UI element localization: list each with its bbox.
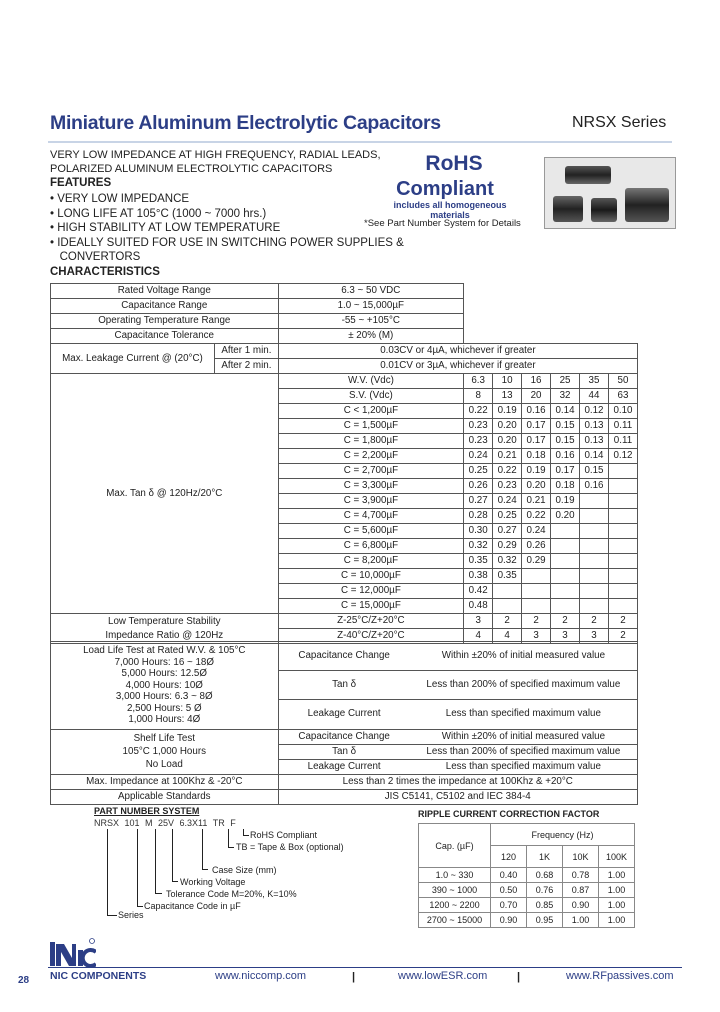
shelf-life-line: No Load <box>145 759 183 770</box>
tan-value: 0.21 <box>493 449 522 464</box>
wv-value: 16 <box>522 374 551 389</box>
tan-value <box>551 569 580 584</box>
tolerance-value: ± 20% (M) <box>278 329 463 344</box>
pn-label-cap-code: Capacitance Code in µF <box>144 901 241 911</box>
load-life-table <box>50 641 638 805</box>
ripple-freq: 1K <box>527 846 563 868</box>
ripple-factor: 0.76 <box>527 883 563 898</box>
shelf-life-item-label: Leakage Current <box>278 759 410 774</box>
pn-label-tolerance: Tolerance Code M=20%, K=10% <box>166 889 297 899</box>
tan-value: 0.17 <box>522 434 551 449</box>
tan-value: 0.15 <box>551 419 580 434</box>
tan-value: 0.27 <box>493 524 522 539</box>
leak-after-1-value: 0.03CV or 4µA, whichever if greater <box>278 344 637 359</box>
tan-value <box>608 584 637 599</box>
ripple-factor: 0.95 <box>527 913 563 928</box>
ripple-cap-range: 2700 ~ 15000 <box>419 913 491 928</box>
pn-label-voltage: Working Voltage <box>180 877 246 887</box>
separator: | <box>517 971 521 983</box>
tan-value: 0.20 <box>551 509 580 524</box>
tan-value <box>522 584 551 599</box>
ripple-factor: 0.78 <box>563 868 599 883</box>
footer-rule <box>48 967 682 968</box>
load-life-line: 5,000 Hours: 12.5Ø <box>121 668 208 679</box>
tan-cap-label: C = 3,900µF <box>278 494 464 509</box>
tan-value: 0.25 <box>464 464 493 479</box>
rated-voltage-label: Rated Voltage Range <box>51 284 279 299</box>
tan-value: 0.16 <box>580 479 609 494</box>
tan-value <box>580 494 609 509</box>
tan-value <box>608 479 637 494</box>
ripple-cap-range: 390 ~ 1000 <box>419 883 491 898</box>
impedance-ratio-value: 2 <box>608 629 637 644</box>
ripple-cap-range: 1200 ~ 2200 <box>419 898 491 913</box>
shelf-life-item-value: Less than 200% of specified maximum value <box>410 744 638 759</box>
tan-value <box>580 509 609 524</box>
tan-value: 0.22 <box>522 509 551 524</box>
tan-value: 0.13 <box>580 419 609 434</box>
shelf-life-line: Shelf Life Test <box>133 733 195 744</box>
load-life-line: 3,000 Hours: 6.3 ~ 8Ø <box>115 691 213 702</box>
load-life-line: 2,500 Hours: 5 Ø <box>126 702 202 714</box>
sv-value: 13 <box>493 389 522 404</box>
ripple-factor: 0.68 <box>527 868 563 883</box>
feature-item: • LONG LIFE AT 105°C (1000 ~ 7000 hrs.) <box>50 208 267 220</box>
impedance-label: Max. Impedance at 100Khz & -20°C <box>51 774 279 789</box>
load-life-line: 4,000 Hours: 10Ø <box>125 679 203 691</box>
intro-line-1: VERY LOW IMPEDANCE AT HIGH FREQUENCY, RADIAL LEADS, <box>50 149 381 161</box>
tan-value <box>551 599 580 614</box>
rohs-compliant: Compliant <box>396 178 494 200</box>
low-temp-label-line: Low Temperature Stability <box>108 615 221 627</box>
tan-value: 0.12 <box>580 404 609 419</box>
impedance-ratio-value: 3 <box>580 629 609 644</box>
tan-value <box>551 554 580 569</box>
rohs-title: RoHS <box>425 152 483 175</box>
intro-line-2: POLARIZED ALUMINUM ELECTROLYTIC CAPACITORS <box>50 163 333 175</box>
load-life-item-label: Leakage Current <box>278 700 410 729</box>
tan-delta-label: Max. Tan δ @ 120Hz/20°C <box>51 374 279 614</box>
pn-label-rohs: RoHS Compliant <box>250 830 318 840</box>
tan-cap-label: C = 8,200µF <box>278 554 464 569</box>
load-life-line: Load Life Test at Rated W.V. & 105°C <box>83 645 246 656</box>
tan-value: 0.18 <box>551 479 580 494</box>
cap-range-label: Capacitance Range <box>51 299 279 314</box>
shelf-life-item-label: Capacitance Change <box>278 729 410 744</box>
ripple-factor: 0.87 <box>563 883 599 898</box>
tan-value: 0.29 <box>522 554 551 569</box>
ripple-freq: 100K <box>599 846 635 868</box>
tan-cap-label: C = 15,000µF <box>278 599 464 614</box>
tan-value: 0.10 <box>608 404 637 419</box>
tan-value <box>608 539 637 554</box>
leakage-table <box>50 343 638 374</box>
load-life-item-label: Capacitance Change <box>278 642 410 671</box>
tan-value <box>608 554 637 569</box>
tan-value: 0.35 <box>464 554 493 569</box>
cap-range-value: 1.0 ~ 15,000µF <box>278 299 463 314</box>
tan-value <box>580 539 609 554</box>
part-number-system-title: PART NUMBER SYSTEM <box>94 806 200 816</box>
impedance-ratio-value: 2 <box>522 614 551 629</box>
tan-value <box>608 569 637 584</box>
impedance-ratio-value: 3 <box>522 629 551 644</box>
series-name: NRSX Series <box>572 114 667 131</box>
tan-cap-label: C < 1,200µF <box>278 404 464 419</box>
nic-logo <box>50 938 96 968</box>
tan-value: 0.22 <box>493 464 522 479</box>
impedance-ratio-value: 4 <box>493 629 522 644</box>
ripple-table <box>418 823 635 928</box>
header-rule <box>48 141 672 143</box>
tan-cap-label: C = 12,000µF <box>278 584 464 599</box>
tan-value <box>580 524 609 539</box>
shelf-life-item-value: Within ±20% of initial measured value <box>410 729 638 744</box>
impedance-ratio-label: Z-25°C/Z+20°C <box>278 614 464 629</box>
link-rfpassives[interactable]: www.RFpassives.com <box>566 970 674 982</box>
tan-value: 0.16 <box>551 449 580 464</box>
tan-value: 0.14 <box>580 449 609 464</box>
leakage-label: Max. Leakage Current @ (20°C) <box>51 344 215 374</box>
load-life-line: 1,000 Hours: 4Ø <box>128 714 201 725</box>
tan-cap-label: C = 2,200µF <box>278 449 464 464</box>
shelf-life-label <box>51 729 279 774</box>
tan-value <box>522 599 551 614</box>
characteristics-title: CHARACTERISTICS <box>50 266 160 278</box>
ripple-factor: 1.00 <box>599 868 635 883</box>
standards-value: JIS C5141, C5102 and IEC 384-4 <box>278 789 637 804</box>
characteristics-table <box>50 283 464 344</box>
tan-cap-label: C = 6,800µF <box>278 539 464 554</box>
sv-value: 8 <box>464 389 493 404</box>
impedance-ratio-value: 3 <box>551 629 580 644</box>
tan-value <box>608 524 637 539</box>
tan-cap-label: C = 3,300µF <box>278 479 464 494</box>
tan-value: 0.19 <box>522 464 551 479</box>
ripple-freq: 10K <box>563 846 599 868</box>
ripple-factor: 0.70 <box>491 898 527 913</box>
feature-item: • VERY LOW IMPEDANCE <box>50 193 190 205</box>
sv-value: 20 <box>522 389 551 404</box>
tan-value: 0.11 <box>608 419 637 434</box>
sv-value: 44 <box>580 389 609 404</box>
tan-value: 0.30 <box>464 524 493 539</box>
low-temp-label <box>51 614 279 644</box>
page-title: Miniature Aluminum Electrolytic Capacitors <box>50 112 441 134</box>
load-life-line: 7,000 Hours: 16 ~ 18Ø <box>114 656 214 668</box>
tan-value: 0.20 <box>522 479 551 494</box>
leak-after-2-label: After 2 min. <box>214 359 278 374</box>
ripple-factor: 1.00 <box>599 883 635 898</box>
tan-value: 0.26 <box>464 479 493 494</box>
ripple-factor: 0.90 <box>491 913 527 928</box>
feature-item: • IDEALLY SUITED FOR USE IN SWITCHING POWER SUPPLIES & <box>50 237 404 249</box>
ripple-cap-header: Cap. (µF) <box>419 824 491 868</box>
tan-value: 0.19 <box>493 404 522 419</box>
impedance-ratio-value: 2 <box>551 614 580 629</box>
wv-value: 50 <box>608 374 637 389</box>
tan-value <box>522 569 551 584</box>
tan-cap-label: C = 10,000µF <box>278 569 464 584</box>
tan-value <box>551 539 580 554</box>
nic-logo-mark <box>50 938 96 968</box>
tan-value: 0.23 <box>493 479 522 494</box>
rohs-subtitle: includes all homogeneous materials <box>393 200 507 220</box>
tan-value: 0.17 <box>551 464 580 479</box>
feature-item: CONVERTORS <box>50 251 141 263</box>
tan-value: 0.25 <box>493 509 522 524</box>
tan-value <box>493 584 522 599</box>
pn-label-case-size: Case Size (mm) <box>212 865 277 875</box>
tan-cap-label: C = 5,600µF <box>278 524 464 539</box>
pn-label-series: Series <box>118 910 144 920</box>
wv-value: 25 <box>551 374 580 389</box>
load-life-item-value: Less than specified maximum value <box>410 700 638 729</box>
tan-value: 0.23 <box>464 434 493 449</box>
tan-value: 0.24 <box>493 494 522 509</box>
tan-value: 0.14 <box>551 404 580 419</box>
tan-value: 0.21 <box>522 494 551 509</box>
separator: | <box>352 971 356 983</box>
tan-value: 0.22 <box>464 404 493 419</box>
impedance-ratio-value: 2 <box>608 614 637 629</box>
impedance-ratio-value: 3 <box>464 614 493 629</box>
sv-label: S.V. (Vdc) <box>278 389 464 404</box>
tan-value <box>608 599 637 614</box>
tan-value: 0.26 <box>522 539 551 554</box>
load-life-label <box>51 642 279 730</box>
wv-value: 35 <box>580 374 609 389</box>
shelf-life-item-label: Tan δ <box>278 744 410 759</box>
tan-value <box>551 524 580 539</box>
sv-value: 32 <box>551 389 580 404</box>
tan-cap-label: C = 1,500µF <box>278 419 464 434</box>
capacitor-photo <box>544 157 676 229</box>
tan-value: 0.12 <box>608 449 637 464</box>
shelf-life-item-value: Less than specified maximum value <box>410 759 638 774</box>
temp-range-label: Operating Temperature Range <box>51 314 279 329</box>
link-lowesr[interactable]: www.lowESR.com <box>398 970 488 982</box>
tan-value: 0.16 <box>522 404 551 419</box>
tolerance-label: Capacitance Tolerance <box>51 329 279 344</box>
impedance-ratio-value: 2 <box>493 614 522 629</box>
tan-value <box>608 464 637 479</box>
tan-value <box>493 599 522 614</box>
leak-after-2-value: 0.01CV or 3µA, whichever if greater <box>278 359 637 374</box>
tan-value: 0.11 <box>608 434 637 449</box>
tan-value <box>580 584 609 599</box>
ripple-factor: 0.90 <box>563 898 599 913</box>
tan-value: 0.32 <box>464 539 493 554</box>
sv-value: 63 <box>608 389 637 404</box>
wv-value: 6.3 <box>464 374 493 389</box>
ripple-factor: 1.00 <box>599 898 635 913</box>
tan-value: 0.20 <box>493 419 522 434</box>
ripple-factor: 0.50 <box>491 883 527 898</box>
load-life-item-value: Less than 200% of specified maximum value <box>410 671 638 700</box>
rohs-note: *See Part Number System for Details <box>364 218 521 229</box>
impedance-ratio-label: Z-40°C/Z+20°C <box>278 629 464 644</box>
tan-value <box>580 554 609 569</box>
tan-value: 0.29 <box>493 539 522 554</box>
low-temp-label-line: Impedance Ratio @ 120Hz <box>105 629 224 641</box>
tan-value: 0.28 <box>464 509 493 524</box>
ripple-factor: 0.85 <box>527 898 563 913</box>
tan-value: 0.23 <box>464 419 493 434</box>
load-life-item-label: Tan δ <box>278 671 410 700</box>
tan-value: 0.38 <box>464 569 493 584</box>
tan-value: 0.24 <box>522 524 551 539</box>
rated-voltage-value: 6.3 ~ 50 VDC <box>278 284 463 299</box>
ripple-factor: 1.00 <box>563 913 599 928</box>
tan-cap-label: C = 4,700µF <box>278 509 464 524</box>
tan-delta-table <box>50 373 638 644</box>
impedance-ratio-value: 4 <box>464 629 493 644</box>
tan-value: 0.24 <box>464 449 493 464</box>
tan-value: 0.15 <box>580 464 609 479</box>
tan-value: 0.32 <box>493 554 522 569</box>
ripple-freq: 120 <box>491 846 527 868</box>
impedance-value: Less than 2 times the impedance at 100Khz & +20°C <box>278 774 637 789</box>
page-number: 28 <box>18 975 30 986</box>
feature-item: • HIGH STABILITY AT LOW TEMPERATURE <box>50 222 281 234</box>
ripple-factor: 1.00 <box>599 913 635 928</box>
temp-range-value: -55 ~ +105°C <box>278 314 463 329</box>
ripple-title: RIPPLE CURRENT CORRECTION FACTOR <box>418 809 600 819</box>
features-title: FEATURES <box>50 177 112 189</box>
impedance-ratio-value: 2 <box>580 614 609 629</box>
tan-cap-label: C = 1,800µF <box>278 434 464 449</box>
tan-value: 0.19 <box>551 494 580 509</box>
tan-value: 0.27 <box>464 494 493 509</box>
pn-label-packaging: TB = Tape & Box (optional) <box>236 842 344 852</box>
tan-value <box>608 494 637 509</box>
ripple-freq-header: Frequency (Hz) <box>491 824 635 846</box>
tan-value: 0.18 <box>522 449 551 464</box>
link-niccomp[interactable]: www.niccomp.com <box>215 970 307 982</box>
company-name: NIC COMPONENTS <box>50 970 147 982</box>
tan-value: 0.42 <box>464 584 493 599</box>
tan-value <box>580 569 609 584</box>
wv-value: 10 <box>493 374 522 389</box>
tan-cap-label: C = 2,700µF <box>278 464 464 479</box>
shelf-life-line: 105°C 1,000 Hours <box>122 746 206 757</box>
tan-value: 0.48 <box>464 599 493 614</box>
tan-value <box>551 584 580 599</box>
leak-after-1-label: After 1 min. <box>214 344 278 359</box>
ripple-cap-range: 1.0 ~ 330 <box>419 868 491 883</box>
tan-value <box>580 599 609 614</box>
ripple-factor: 0.40 <box>491 868 527 883</box>
standards-label: Applicable Standards <box>51 789 279 804</box>
tan-value: 0.35 <box>493 569 522 584</box>
tan-value: 0.20 <box>493 434 522 449</box>
tan-value: 0.15 <box>551 434 580 449</box>
tan-value: 0.13 <box>580 434 609 449</box>
part-number-code: NRSX 101 M 25V 6.3X11 TR F <box>94 818 236 828</box>
tan-value <box>608 509 637 524</box>
wv-label: W.V. (Vdc) <box>278 374 464 389</box>
load-life-item-value: Within ±20% of initial measured value <box>410 642 638 671</box>
tan-value: 0.17 <box>522 419 551 434</box>
